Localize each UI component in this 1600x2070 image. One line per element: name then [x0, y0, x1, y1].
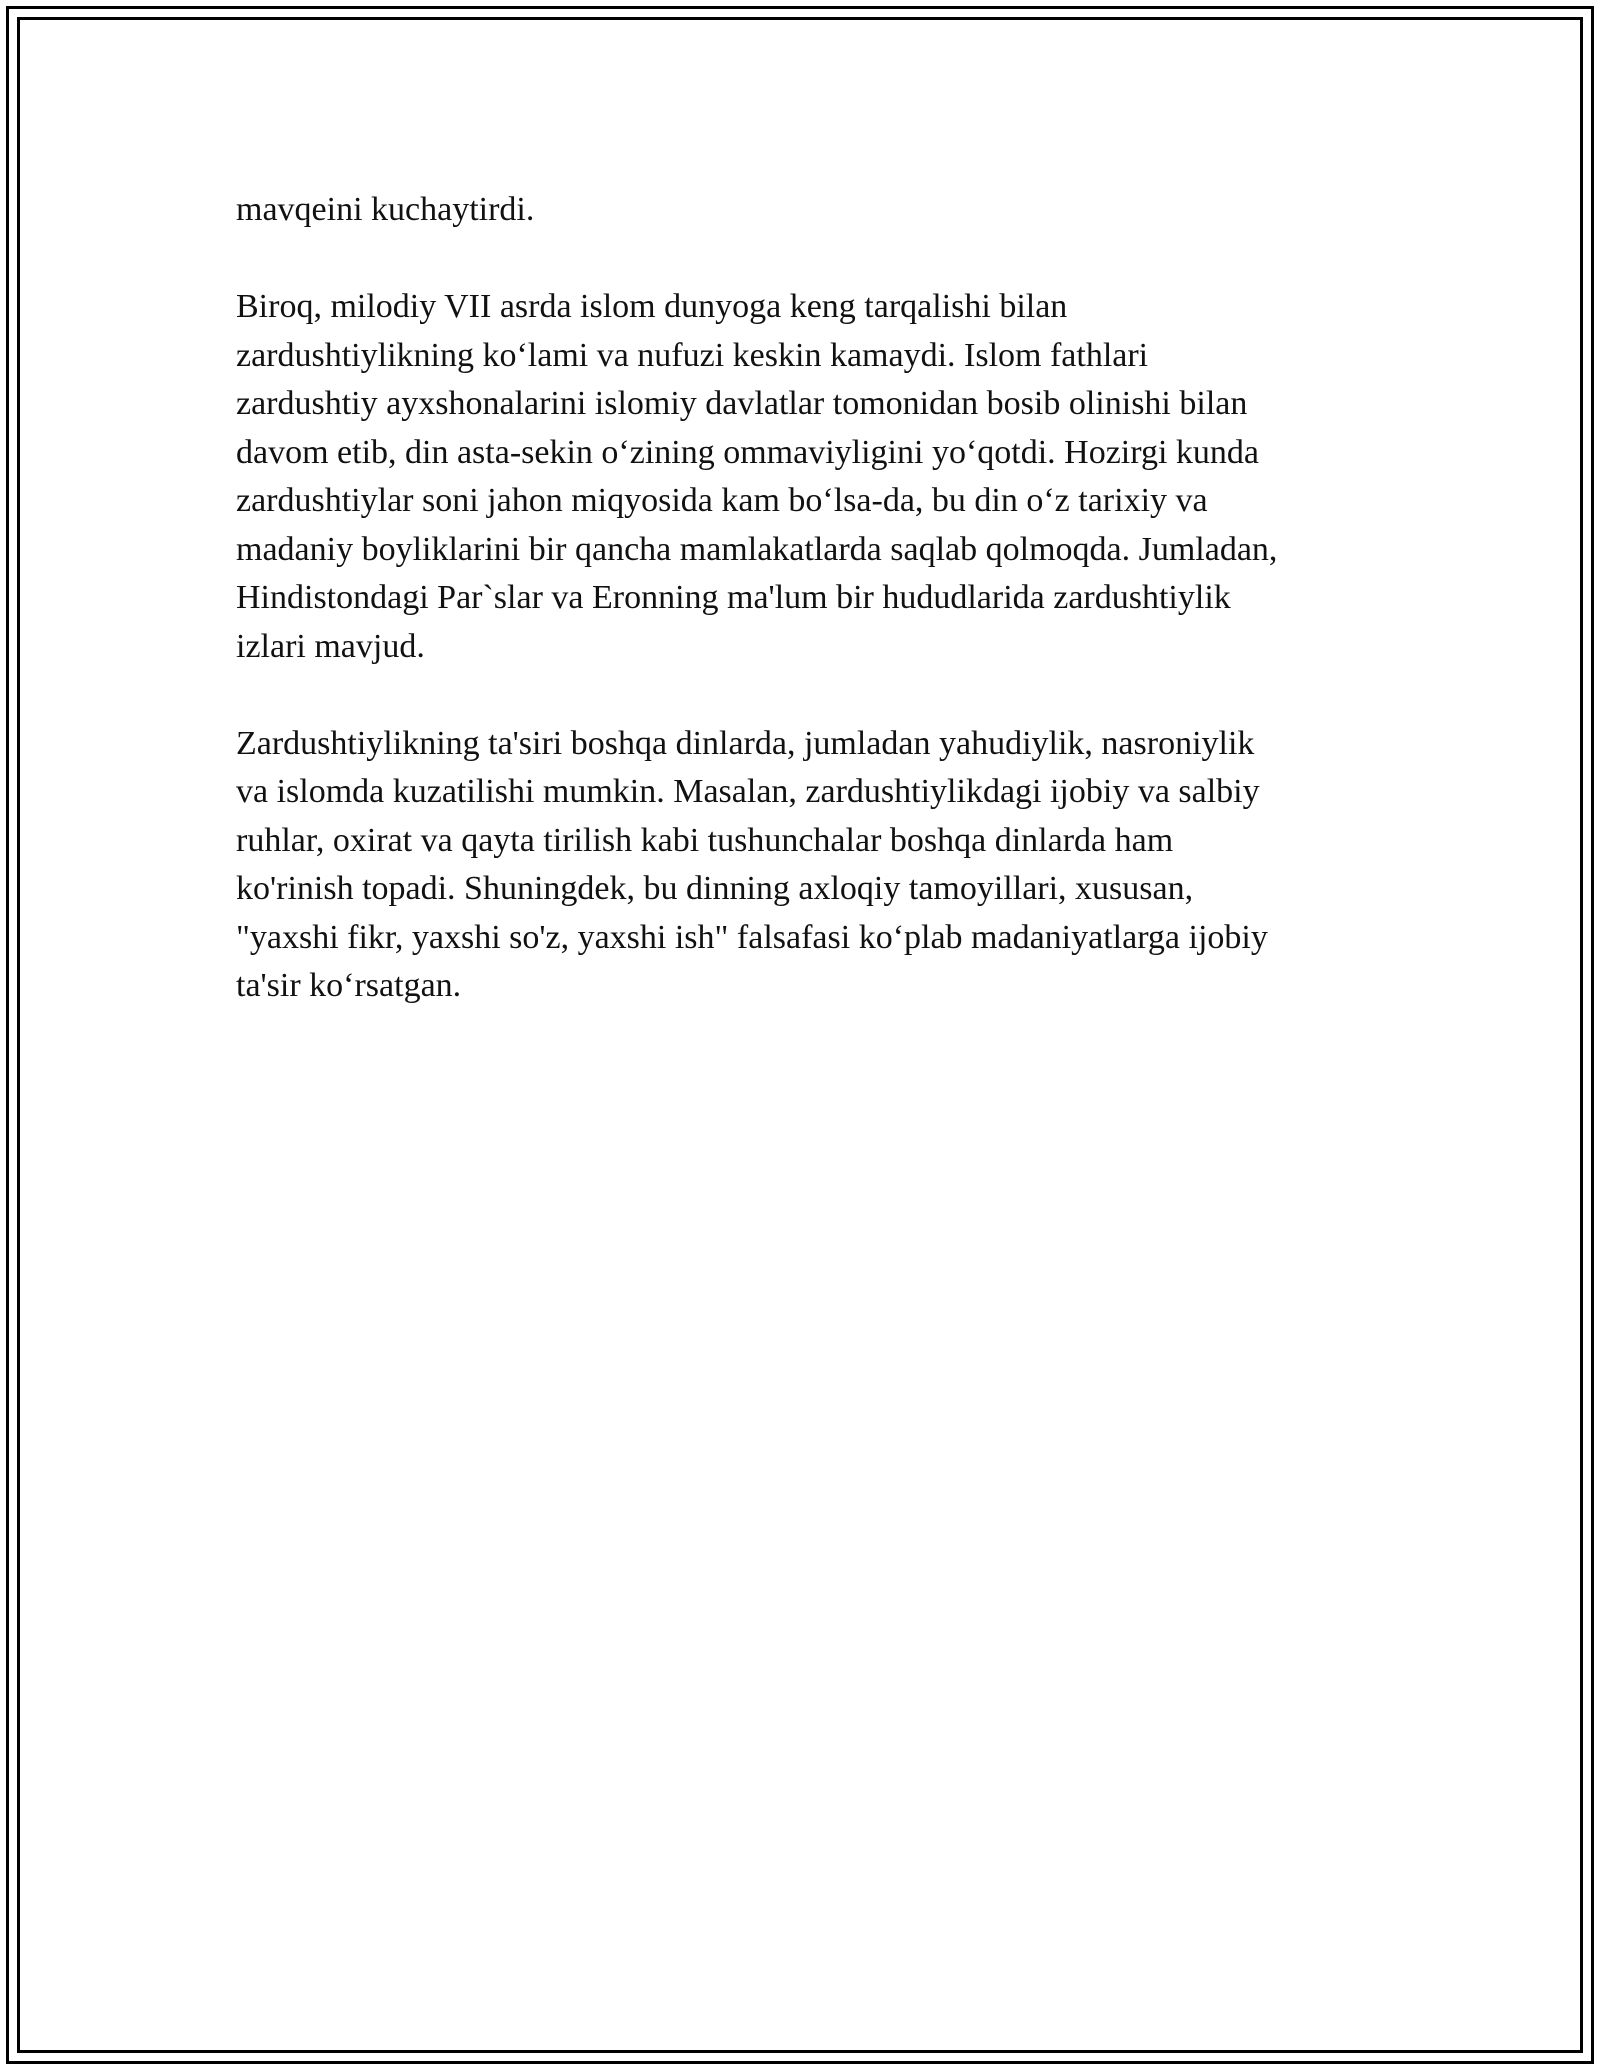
paragraph-1: mavqeini kuchaytirdi.: [236, 191, 535, 228]
document-body: [236, 186, 1366, 1011]
paragraph-2: Biroq, milodiy VII asrda islom dunyoga keng tarqalishi bilan zardushtiylikning ko‘lami va nufuzi keskin kamaydi. Islom fathlari zardushtiy ayxshonalarini islomiy davlatlar tomonidan bosib olinishi bilan davom etib, din asta-sekin o‘zining ommaviyligini yo‘qotdi. Hozirgi kunda zardushtiylar soni jahon miqyosida kam bo‘lsa-da, bu din o‘z tarixiy va madaniy boyliklarini bir qancha mamlakatlarda saqlab qolmoqda. Jumladan, Hindistondagi Par`slar va Eronning ma'lum bir hududlarida zardushtiylik izlari mavjud.: [236, 288, 1278, 665]
paragraph-3: Zardushtiylikning ta'siri boshqa dinlarda, jumladan yahudiylik, nasroniylik va islomda kuzatilishi mumkin. Masalan, zardushtiylikdagi ijobiy va salbiy ruhlar, oxirat va qayta tirilish kabi tushunchalar boshqa dinlarda ham ko'rinish topadi. Shuningdek, bu dinning axloqiy tamoyillari, xususan, "yaxshi fikr, yaxshi so'z, yaxshi ish" falsafasi ko‘plab madaniyatlarga ijobiy ta'sir ko‘rsatgan.: [236, 724, 1268, 1004]
